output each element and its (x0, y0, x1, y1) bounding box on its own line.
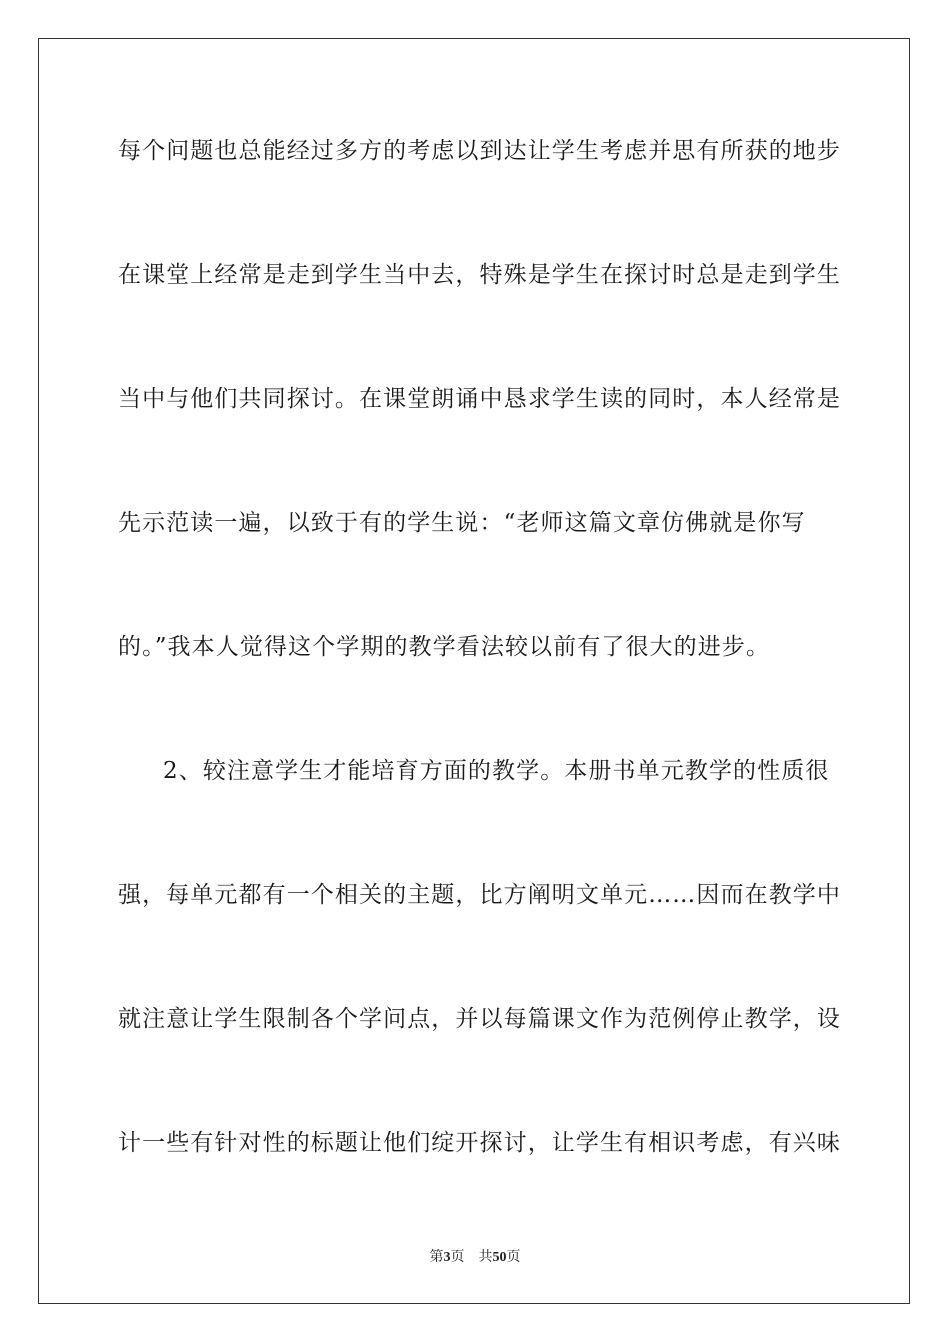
footer-total-prefix: 共 (478, 1249, 493, 1265)
body-text-line-9: 计一些有针对性的标题让他们绽开探讨，让学生有相识考虑，有兴味 (118, 1130, 841, 1156)
body-text-line-6: 2、较注意学生才能培育方面的教学。本册书单元教学的性质很 (163, 758, 830, 784)
page-border (38, 38, 910, 1304)
body-text-line-8: 就注意让学生限制各个学问点，并以每篇课文作为范例停止教学，设 (118, 1006, 841, 1032)
body-text-line-3: 当中与他们共同探讨。在课堂朗诵中恳求学生读的同时，本人经常是 (118, 386, 841, 412)
footer-page-suffix: 页 (450, 1249, 465, 1265)
body-text-line-5: 的。”我本人觉得这个学期的教学看法较以前有了很大的进步。 (118, 634, 771, 660)
footer-page-prefix: 第 (429, 1249, 444, 1265)
body-text-line-4: 先示范读一遍，以致于有的学生说：“老师这篇文章仿佛就是你写 (118, 510, 806, 536)
body-text-line-7: 强，每单元都有一个相关的主题，比方阐明文单元……因而在教学中 (118, 882, 841, 908)
footer-total-pages: 50 (492, 1250, 507, 1265)
footer-total-suffix: 页 (506, 1249, 521, 1265)
footer-page-number: 3 (443, 1250, 451, 1265)
body-text-line-1: 每个问题也总能经过多方的考虑以到达让学生考虑并思有所获的地步 (118, 138, 841, 164)
body-text-line-2: 在课堂上经常是走到学生当中去，特殊是学生在探讨时总是走到学生 (118, 262, 841, 288)
page-footer (0, 1248, 950, 1267)
